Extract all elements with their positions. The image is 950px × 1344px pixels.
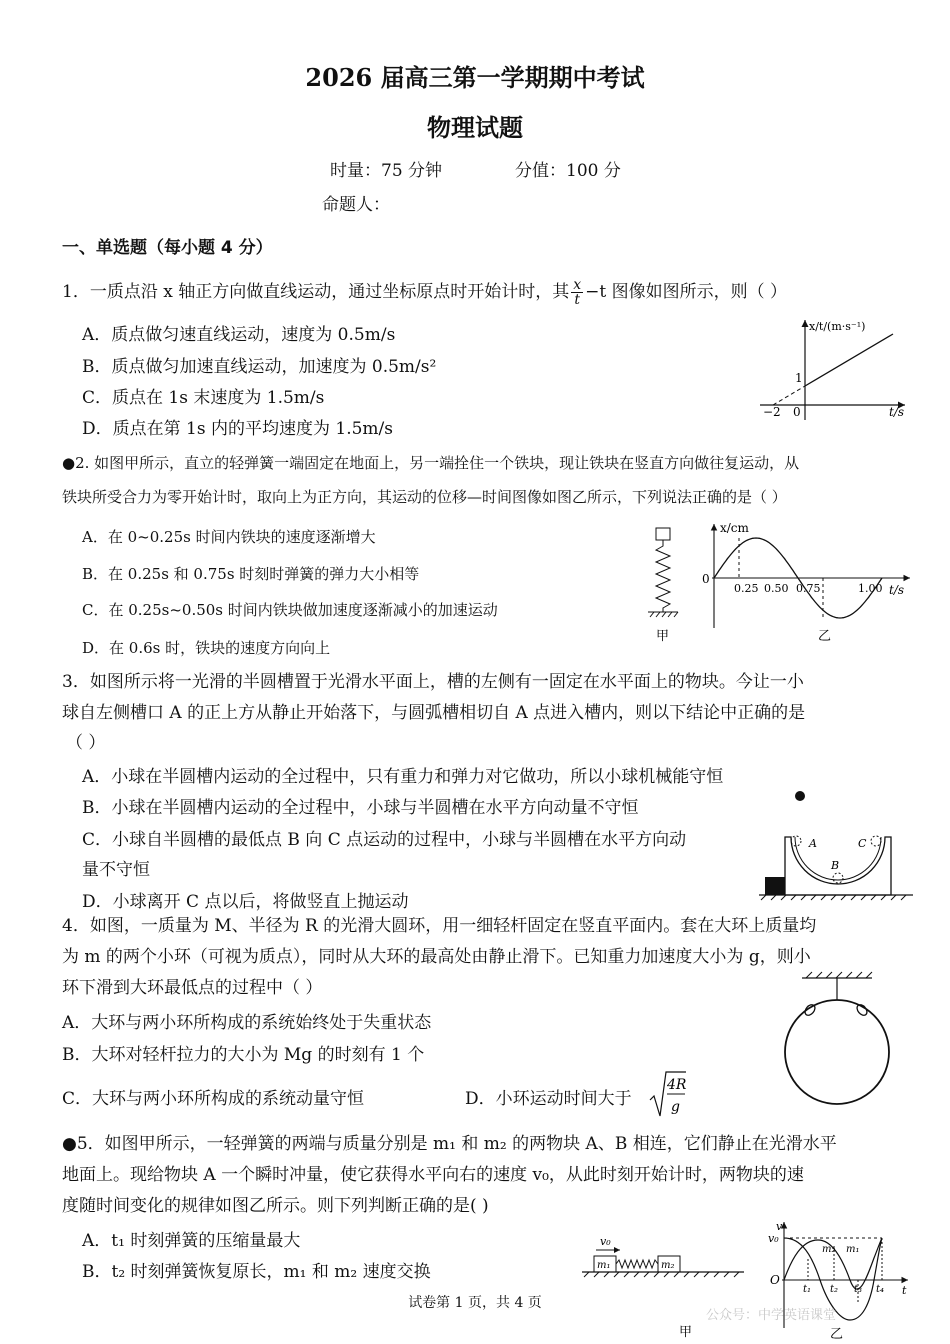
q4-option-d[interactable]: D．小环运动时间大于 [465, 1089, 632, 1109]
q5-yi-m1: m₁ [846, 1244, 860, 1255]
q5-option-b[interactable]: B．t₂ 时刻弹簧恢复原长，m₁ 和 m₂ 速度交换 [82, 1262, 431, 1282]
q3-figure [755, 785, 915, 905]
q2-tick-025: 0.25 [734, 582, 759, 595]
q4-option-b[interactable]: B．大环对轻杆拉力的大小为 Mg 的时刻有 1 个 [62, 1045, 425, 1065]
q2-line2: 铁块所受合力为零开始计时，取向上为正方向，其运动的位移—时间图像如图乙所示，下列说法正确的是（ ） [62, 488, 787, 506]
q4-option-c[interactable]: C．大环与两小环所构成的系统动量守恒 [62, 1089, 365, 1109]
q4-figure [782, 970, 892, 1105]
q2-origin: 0 [702, 572, 710, 586]
q5-label-jia: 甲 [679, 1325, 693, 1340]
q3-line1: 3．如图所示将一光滑的半圆槽置于光滑水平面上，槽的左侧有一固定在水平面上的物块。今让一小 [62, 672, 804, 692]
q1-option-d[interactable]: D．质点在第 1s 内的平均速度为 1.5m/s [82, 419, 393, 439]
q1-option-c[interactable]: C．质点在 1s 末速度为 1.5m/s [82, 388, 325, 408]
q5-yi-v0: v₀ [768, 1232, 779, 1245]
q2-xlabel: t/s [889, 583, 905, 597]
q3-option-b[interactable]: B．小球在半圆槽内运动的全过程中，小球与半圆槽在水平方向动量不守恒 [82, 798, 639, 818]
exam-score: 分值：100 分 [515, 161, 621, 181]
q4-option-a[interactable]: A．大环与两小环所构成的系统始终处于失重状态 [62, 1013, 432, 1033]
q1-option-a[interactable]: A．质点做匀速直线运动，速度为 0.5m/s [82, 325, 396, 345]
q5-jia-v0: v₀ [600, 1235, 611, 1248]
q1-stem-a: 1．一质点沿 x 轴正方向做直线运动，通过坐标原点时开始计时，其 [62, 282, 570, 302]
q1-dashed-extension [773, 386, 805, 405]
section-title: 一、单选题（每小题 4 分） [62, 238, 273, 258]
q5-yi-t4: t₄ [876, 1284, 885, 1295]
q2-option-a[interactable]: A．在 0~0.25s 时间内铁块的速度逐渐增大 [82, 528, 376, 546]
q5-yi-origin: O [770, 1273, 780, 1287]
q1-origin: 0 [793, 405, 801, 419]
q2-ylabel: x/cm [720, 521, 749, 535]
q1-tick-1: 1 [795, 371, 803, 385]
q2-option-b[interactable]: B．在 0.25s 和 0.75s 时刻时弹簧的弹力大小相等 [82, 565, 420, 583]
q5-line2: 地面上。现给物块 A 一个瞬时冲量，使它获得水平向右的速度 v₀，从此时刻开始计时，两物块的速 [62, 1165, 804, 1185]
q2-line1: ●2. 如图甲所示，直立的轻弹簧一端固定在地面上，另一端拴住一个铁块，现让铁块在竖直方向做往复运动，从 [62, 454, 800, 472]
q2-label-yi: 乙 [818, 629, 832, 644]
q2-figure [640, 520, 915, 650]
q3-option-d[interactable]: D．小球离开 C 点以后，将做竖直上抛运动 [82, 892, 409, 912]
q3-line3: （ ） [66, 733, 106, 753]
q5-floor-hatch [584, 1272, 739, 1277]
q5-yi-m2: m₂ [822, 1244, 836, 1255]
q3-fixed-block [765, 877, 785, 895]
q2-option-c[interactable]: C．在 0.25s~0.50s 时间内铁块做加速度逐渐减小的加速运动 [82, 601, 498, 619]
q4-big-ring [785, 1000, 889, 1104]
q1-option-b[interactable]: B．质点做匀加速直线运动，加速度为 0.5m/s² [82, 357, 437, 377]
q3-ball-c [871, 836, 881, 846]
q4-line1: 4．如图，一质量为 M、半径为 R 的光滑大圆环，用一细轻杆固定在竖直平面内。套在大环上质量均 [62, 916, 817, 936]
q5-yi-t3: t₃ [854, 1284, 863, 1295]
q4-sqrt-num: 4R [667, 1077, 687, 1093]
watermark: 公众号：中学英语课堂 [706, 1308, 837, 1323]
q5-jia-m1: m₁ [597, 1260, 611, 1271]
q5-option-a[interactable]: A．t₁ 时刻弹簧的压缩量最大 [82, 1231, 301, 1251]
q2-ground-hatch [650, 612, 678, 617]
q3-option-c-cont: 量不守恒 [82, 860, 150, 880]
q1-graph [755, 312, 915, 424]
q5-line1: ●5．如图甲所示，一轻弹簧的两端与质量分别是 m₁ 和 m₂ 的两物块 A、B 相连，它们静止在光滑水平 [62, 1134, 837, 1154]
q5-yi-v: v [776, 1220, 783, 1233]
q3-label-a: A [809, 837, 817, 850]
q1-graph-line [805, 334, 893, 386]
q3-label-b: B [831, 859, 840, 872]
q5-jia-m2: m₂ [661, 1260, 675, 1271]
q1-tick-neg2: −2 [763, 405, 781, 419]
q4-sqrt-expression [648, 1068, 688, 1120]
q5-yi-t2: t₂ [830, 1284, 839, 1295]
q2-tick-100: 1.00 [858, 582, 883, 595]
q5-line3: 度随时间变化的规律如图乙所示。则下列判断正确的是( ) [62, 1196, 489, 1216]
exam-time: 时量：75 分钟 [330, 161, 443, 181]
exam-title: 2026 届高三第一学期期中考试 [305, 63, 645, 92]
q3-floor-hatch [761, 895, 906, 900]
q5-yi-t1: t₁ [803, 1284, 812, 1295]
q1-frac-den: t [574, 292, 580, 308]
q5-spring [616, 1260, 658, 1268]
q5-yi-t: t [902, 1284, 907, 1297]
q2-label-jia: 甲 [656, 629, 670, 644]
q1-stem-b: −t 图像如图所示，则（ ） [585, 282, 788, 302]
q2-iron-block [656, 528, 670, 540]
q4-line2: 为 m 的两个小环（可视为质点），同时从大环的最高处由静止滑下。已知重力加速度大小为 g，则小 [62, 947, 811, 967]
q4-ceiling-hatch [806, 972, 872, 978]
q5-fig-yi [762, 1218, 912, 1342]
q3-option-a[interactable]: A．小球在半圆槽内运动的全过程中，只有重力和弹力对它做功，所以小球机械能守恒 [82, 767, 724, 787]
q5-label-yi: 乙 [830, 1327, 844, 1342]
q2-tick-050: 0.50 [764, 582, 789, 595]
q2-spring [656, 540, 670, 612]
q3-option-c[interactable]: C．小球自半圆槽的最低点 B 向 C 点运动的过程中，小球与半圆槽在水平方向动 [82, 830, 687, 850]
exam-author: 命题人： [322, 195, 390, 215]
q3-ball-b [833, 873, 843, 883]
q1-stem [62, 278, 787, 307]
q3-label-c: C [858, 837, 867, 850]
q4-line3: 环下滑到大环最低点的过程中（ ） [62, 978, 323, 998]
q2-option-d[interactable]: D．在 0.6s 时，铁块的速度方向向上 [82, 639, 331, 657]
q1-frac-num: x [573, 277, 582, 293]
q1-fraction [571, 278, 583, 307]
q3-falling-ball [795, 791, 805, 801]
q4-sqrt-den: g [671, 1099, 680, 1115]
q1-xlabel: t/s [889, 405, 905, 419]
q2-tick-075: 0.75 [796, 582, 821, 595]
q5-fig-jia [578, 1232, 748, 1342]
page-footer: 试卷第 1 页，共 4 页 [408, 1295, 542, 1311]
q3-line2: 球自左侧槽口 A 的正上方从静止开始落下，与圆弧槽相切自 A 点进入槽内，则以下结论中正确的是 [62, 703, 806, 723]
q1-ylabel: x/t/(m·s⁻¹) [809, 320, 866, 333]
subject-title: 物理试题 [427, 113, 523, 142]
